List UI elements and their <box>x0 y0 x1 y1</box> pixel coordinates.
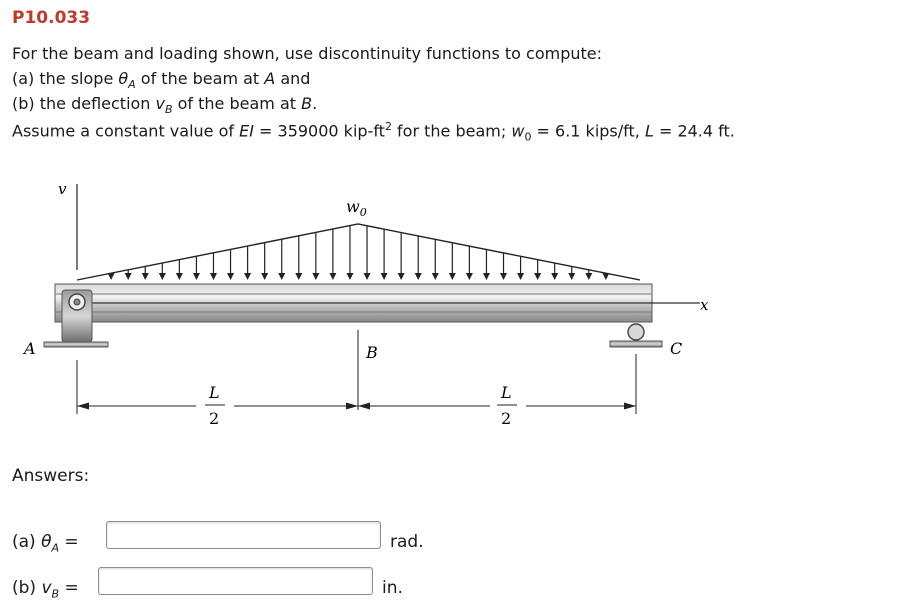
load-arrow-head <box>227 273 234 280</box>
load-arrow-head <box>312 273 319 280</box>
load-arrow-head <box>568 273 575 280</box>
answer-a-input[interactable] <box>106 521 381 549</box>
load-arrow-head <box>551 273 558 280</box>
v-axis-label: v <box>58 180 67 198</box>
dim-right-2: 2 <box>501 409 512 428</box>
answer-b-unit: in. <box>382 578 403 598</box>
load-arrow-head <box>278 273 285 280</box>
load-arrow-head <box>585 273 592 280</box>
dim-left-L: L <box>209 383 220 402</box>
load-arrow-head <box>466 273 473 280</box>
load-arrow-head <box>142 273 149 280</box>
ground-A <box>44 342 108 347</box>
part-b-text: (b) the deflection $v_B$ of the beam at B. <box>12 94 318 117</box>
load-arrow-head <box>125 273 132 280</box>
label-B: B <box>366 343 378 362</box>
dim-arrow-left-end <box>346 403 358 410</box>
answer-a-label: (a) $\theta_A$ = <box>12 532 79 555</box>
load-arrow-head <box>210 273 217 280</box>
load-arrow-head <box>329 273 336 280</box>
pin-A-center <box>74 299 80 305</box>
load-arrow-head <box>534 273 541 280</box>
load-arrow-head <box>244 273 251 280</box>
load-arrow-head <box>398 273 405 280</box>
load-arrow-head <box>517 273 524 280</box>
dim-arrow-right-end <box>624 403 636 410</box>
dim-arrow-right-start <box>358 403 370 410</box>
roller-C <box>628 324 644 340</box>
dim-left-2: 2 <box>209 409 220 428</box>
load-arrow-head <box>193 273 200 280</box>
dim-right-L: L <box>501 383 512 402</box>
load-arrow-head <box>381 273 388 280</box>
load-arrow-head <box>449 273 456 280</box>
assumptions-text: Assume a constant value of EI = 359000 kip-$ft^2$ for the beam; $w_0 = 6.1$ kips/ft, L = 24.4 ft. <box>12 120 735 144</box>
load-outline <box>77 224 640 280</box>
label-A: A <box>24 339 36 358</box>
problem-id: P10.033 <box>12 8 91 28</box>
load-arrow-head <box>295 273 302 280</box>
label-C: C <box>670 339 683 358</box>
answer-a-unit: rad. <box>390 532 424 552</box>
load-arrow-head <box>500 273 507 280</box>
dim-arrow-left-start <box>77 403 89 410</box>
part-a-text: (a) the slope $\theta_A$ of the beam at A and <box>12 69 311 92</box>
load-arrow-head <box>415 273 422 280</box>
x-axis-label: x <box>700 296 709 314</box>
load-arrows <box>108 226 610 280</box>
load-arrow-head <box>159 273 166 280</box>
w0-label: $w_0$ <box>346 197 367 219</box>
load-arrow-head <box>176 273 183 280</box>
answer-b-label: (b) $v_B$ = <box>12 578 79 601</box>
load-arrow-head <box>261 273 268 280</box>
ground-C <box>610 341 662 347</box>
load-arrow-head <box>432 273 439 280</box>
answer-b-input[interactable] <box>98 567 373 595</box>
load-arrow-head <box>602 273 609 280</box>
load-arrow-head <box>108 273 115 280</box>
beam-figure <box>0 170 760 440</box>
load-arrow-head <box>483 273 490 280</box>
problem-intro: For the beam and loading shown, use discontinuity functions to compute: <box>12 44 603 63</box>
load-arrow-head <box>346 273 353 280</box>
load-arrow-head <box>364 273 371 280</box>
answers-heading: Answers: <box>12 466 90 486</box>
